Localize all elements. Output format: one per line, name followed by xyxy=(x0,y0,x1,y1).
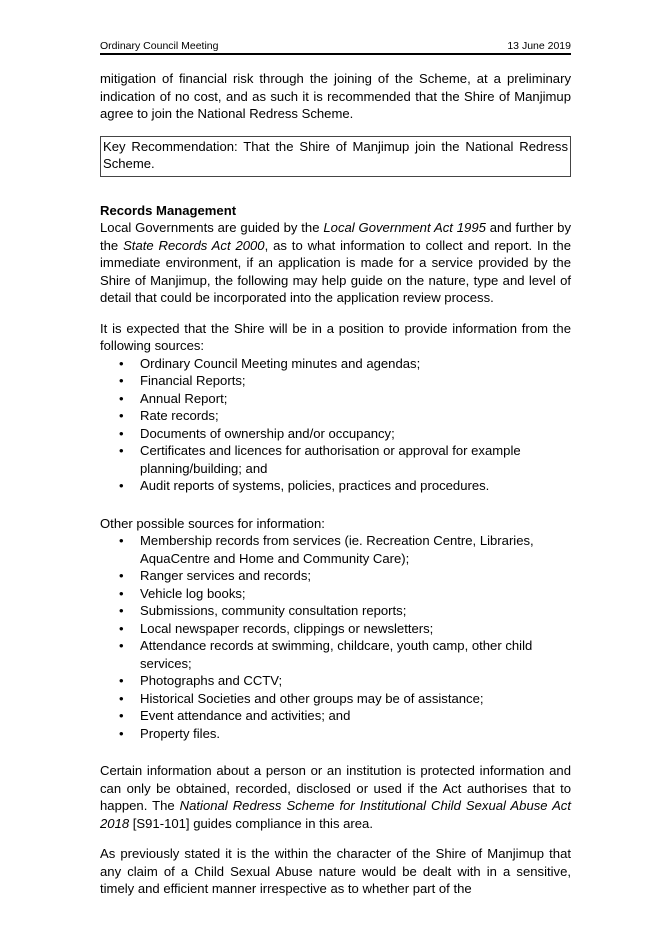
expected-paragraph: It is expected that the Shire will be in a position to provide information from the following sources: xyxy=(100,320,571,353)
list-item: • Ranger services and records; xyxy=(100,567,571,585)
list-item: • Local newspaper records, clippings or newsletters; xyxy=(100,620,571,638)
protected-text-2: [S91-101] guides compliance in this area. xyxy=(129,815,373,831)
list-item: • Vehicle log books; xyxy=(100,585,571,603)
header-meeting-title: Ordinary Council Meeting xyxy=(100,40,219,52)
list-item: • Attendance records at swimming, childcare, youth camp, other child services; xyxy=(100,637,571,672)
list-item: • Submissions, community consultation reports; xyxy=(100,602,571,620)
list-item: • Photographs and CCTV; xyxy=(100,672,571,690)
records-management-heading: Records Management xyxy=(100,202,237,218)
key-recommendation-text: Key Recommendation: That the Shire of Manjimup join the National Redress Scheme. xyxy=(103,138,568,171)
other-sources-list xyxy=(100,532,571,742)
records-paragraph xyxy=(100,219,571,307)
records-text-1: Local Governments are guided by the xyxy=(100,220,324,235)
list-item: • Financial Reports; xyxy=(100,372,571,390)
records-text-2: and further by the xyxy=(100,220,572,253)
state-records-act-citation: State Records Act 2000 xyxy=(123,237,265,253)
list-item: • Rate records; xyxy=(100,407,571,425)
redress-scheme-act-citation: National Redress Scheme for Institutional Child Sexual Abuse Act 2018 xyxy=(100,798,571,831)
intro-paragraph: mitigation of financial risk through the joining of the Scheme, at a preliminary indication of no cost, and as such it is recommended that the Shire of Manjimup agree to join the National Redress Scheme. xyxy=(100,71,571,121)
expected-sources-list xyxy=(100,355,571,495)
list-item: • Property files. xyxy=(100,725,571,743)
list-item: • Annual Report; xyxy=(100,390,571,408)
list-item: • Certificates and licences for authorisation or approval for example planning/building; and xyxy=(100,442,571,477)
list-item: • Historical Societies and other groups may be of assistance; xyxy=(100,690,571,708)
header-date: 13 June 2019 xyxy=(507,40,571,52)
list-item: • Ordinary Council Meeting minutes and agendas; xyxy=(100,355,571,373)
key-recommendation-box xyxy=(100,136,571,177)
protected-text-1: Certain information about a person or an institution is protected information and can only be obtained, recorded, disclosed or used if the Act authorises that to happen. The xyxy=(100,763,571,813)
records-text-3: , as to what information to collect and report. In the immediate environment, if an application is made for a service provided by the Shire of Manjimup, the following may help guide on the nature, type and level of detail that could be incorporated into the application review process. xyxy=(100,237,571,305)
local-government-act-citation: Local Government Act 1995 xyxy=(323,220,486,235)
protected-information-paragraph xyxy=(100,762,571,832)
list-item: • Event attendance and activities; and xyxy=(100,707,571,725)
document-body xyxy=(100,70,571,898)
list-item: • Audit reports of systems, policies, practices and procedures. xyxy=(100,477,571,495)
page-header xyxy=(100,38,571,55)
final-paragraph: As previously stated it is the within the character of the Shire of Manjimup that any claim of a Child Sexual Abuse nature would be dealt with in a sensitive, timely and efficient manner irrespective as to whether part of the xyxy=(100,846,571,896)
other-sources-paragraph: Other possible sources for information: xyxy=(100,515,325,531)
list-item: • Membership records from services (ie. Recreation Centre, Libraries, AquaCentre and Home and Community Care); xyxy=(100,532,571,567)
list-item: • Documents of ownership and/or occupancy; xyxy=(100,425,571,443)
